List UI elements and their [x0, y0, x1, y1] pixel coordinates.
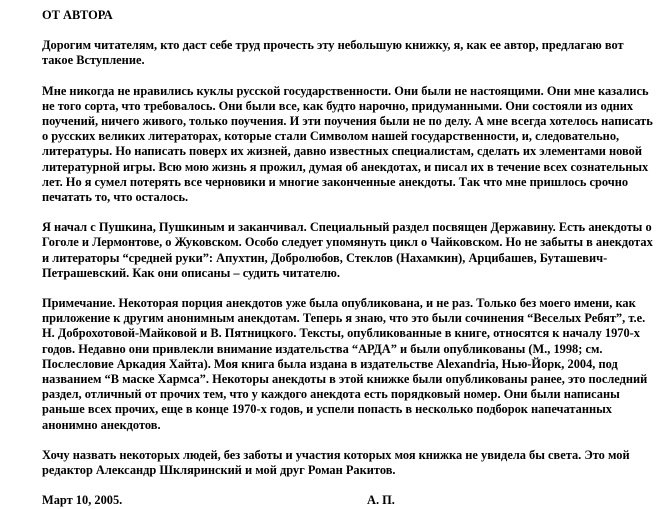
paragraph-contents: Я начал с Пушкина, Пушкиным и заканчивал. Специальный раздел посвящен Державину. Есть анекдоты о Гоголе и Лермонтове, о Жуковском. Особо следует упомянуть цикл о Чайковском. Но не забыты в анекдотах и литераторы “средней руки”: Апухтин, Добролюбов, Стеклов (Нахамкин), Арцибашев, Буташевич-Петрашевский. Как они описаны – судить читателю.	[42, 220, 653, 280]
paragraph-dedication: Дорогим читателям, кто даст себе труд прочесть эту небольшую книжку, я, как ее автор, предлагаю вот такое Вступление.	[42, 38, 624, 68]
paragraph-note: Примечание. Некоторая порция анекдотов уже была опубликована, и не раз. Только без моего имени, как приложение к другим анонимным анекдотам. Теперь я знаю, что это были сочинения “Веселых Ребят”, т.е. Н. Доброхотовой-Майковой и В. Пятницкого. Тексты, опубликованные в книге, относятся к началу 1970-х годов. Недавно они привлекли внимание издательства “АРДА” и были опубликованы (М., 1998; см. Послесловие Аркадия Хайта). Моя книга была издана в издательстве Alexandria, Нью-Йорк, 2004, под названием “В маске Хармса”. Некоторы анекдоты в этой книжке были опубликованы ранее, это последний раздел, отличный от прочих тем, что у каждого анекдота есть порядковый номер. Они были написаны раньше всех прочих, еще в конце 1970-х годов, и успели попасть в несколько подборок напечатанных анонимно анекдотов.	[42, 296, 648, 432]
signature-initials: А. П.	[367, 493, 395, 508]
paragraph-motivation: Мне никогда не нравились куклы русской государственности. Они были не настоящими. Они мне казались не того сорта, что требовалось. Они были все, как будто нарочно, придуманными. Они состояли из одних поучений, ничего живого, только поучения. И эти поучения были не по делу. А мне всегда хотелось написать о русских великих литераторах, которые стали Символом нашей государственности, и, следовательно, литературы. Но написать поверх их жизней, давно известных специалистам, сделать их элементами новой литературной игры. Всю мою жизнь я прожил, думая об анекдотах, и писал их в течение всех сознательных лет. Но я сумел потерять все черновики и многие законченные анекдоты. Так что мне пришлось срочно печатать то, что осталось.	[42, 83, 653, 205]
paragraph-acknowledgements: Хочу назвать некоторых людей, без заботы и участия которых моя книжка не увидела бы света. Это мой редактор Александр Шкляринский и мой друг Роман Ракитов.	[42, 447, 630, 478]
document-heading: ОТ АВТОРА	[42, 8, 113, 22]
document-page	[42, 8, 654, 509]
signature-date: Март 10, 2005.	[42, 493, 123, 508]
signature-line	[42, 493, 654, 509]
